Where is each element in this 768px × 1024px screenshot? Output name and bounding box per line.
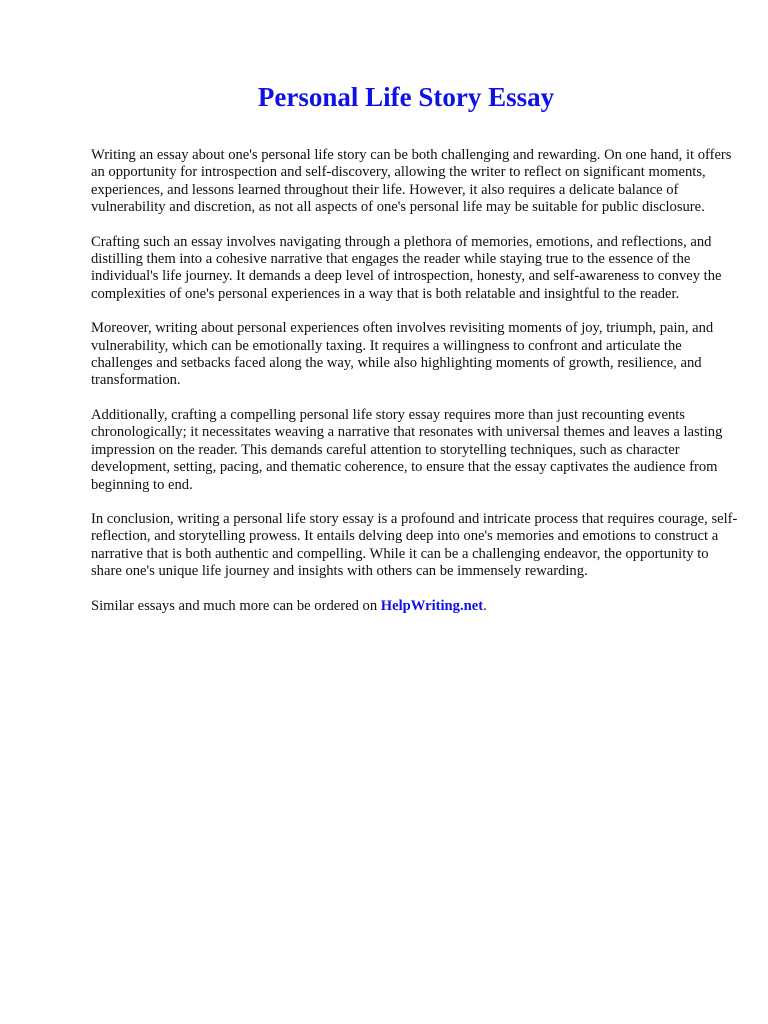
page-title: Personal Life Story Essay: [257, 82, 555, 112]
helpwriting-link[interactable]: HelpWriting.net: [380, 597, 484, 614]
footer-line: [91, 598, 741, 615]
paragraph-3: Moreover, writing about personal experiences often involves revisiting moments of joy, triumph, pain, and vulnerability, which can be emotionally taxing. It requires a willingness to confront and articulate the challenges and setbacks faced along the way, while also highlighting moments of growth, resilience, and transformation.: [91, 320, 714, 389]
paragraph-5: In conclusion, writing a personal life story essay is a profound and intricate process that requires courage, self-reflection, and storytelling prowess. It entails delving deep into one's memories and emotions to construct a narrative that is both authentic and compelling. While it can be a challenging endeavor, the opportunity to share one's unique life journey and insights with others can be immensely rewarding.: [91, 510, 738, 580]
footer-prefix: Similar essays and much more can be ordered on: [91, 597, 381, 614]
paragraph-1: Writing an essay about one's personal life story can be both challenging and rewarding. On one hand, it offers an opportunity for introspection and self-discovery, allowing the writer to reflect on significant moments, experiences, and lessons learned throughout their life. However, it also requires a delicate balance of vulnerability and discretion, as not all aspects of one's personal life may be suitable for public disclosure.: [91, 147, 732, 216]
essay-body: [91, 147, 741, 632]
paragraph-2: Crafting such an essay involves navigating through a plethora of memories, emotions, and reflections, and distilling them into a cohesive narrative that engages the reader while staying true to the essence of the individual's life journey. It demands a deep level of introspection, honesty, and self-awareness to convey the complexities of one's personal experiences in a way that is both relatable and insightful to the reader.: [91, 233, 722, 302]
footer-suffix: .: [483, 597, 487, 614]
paragraph-4: Additionally, crafting a compelling personal life story essay requires more than just recounting events chronologically; it necessitates weaving a narrative that resonates with universal themes and leaves a lasting impression on the reader. This demands careful attention to storytelling techniques, such as character development, setting, pacing, and thematic coherence, to ensure that the essay captivates the audience from beginning to end.: [91, 406, 723, 493]
